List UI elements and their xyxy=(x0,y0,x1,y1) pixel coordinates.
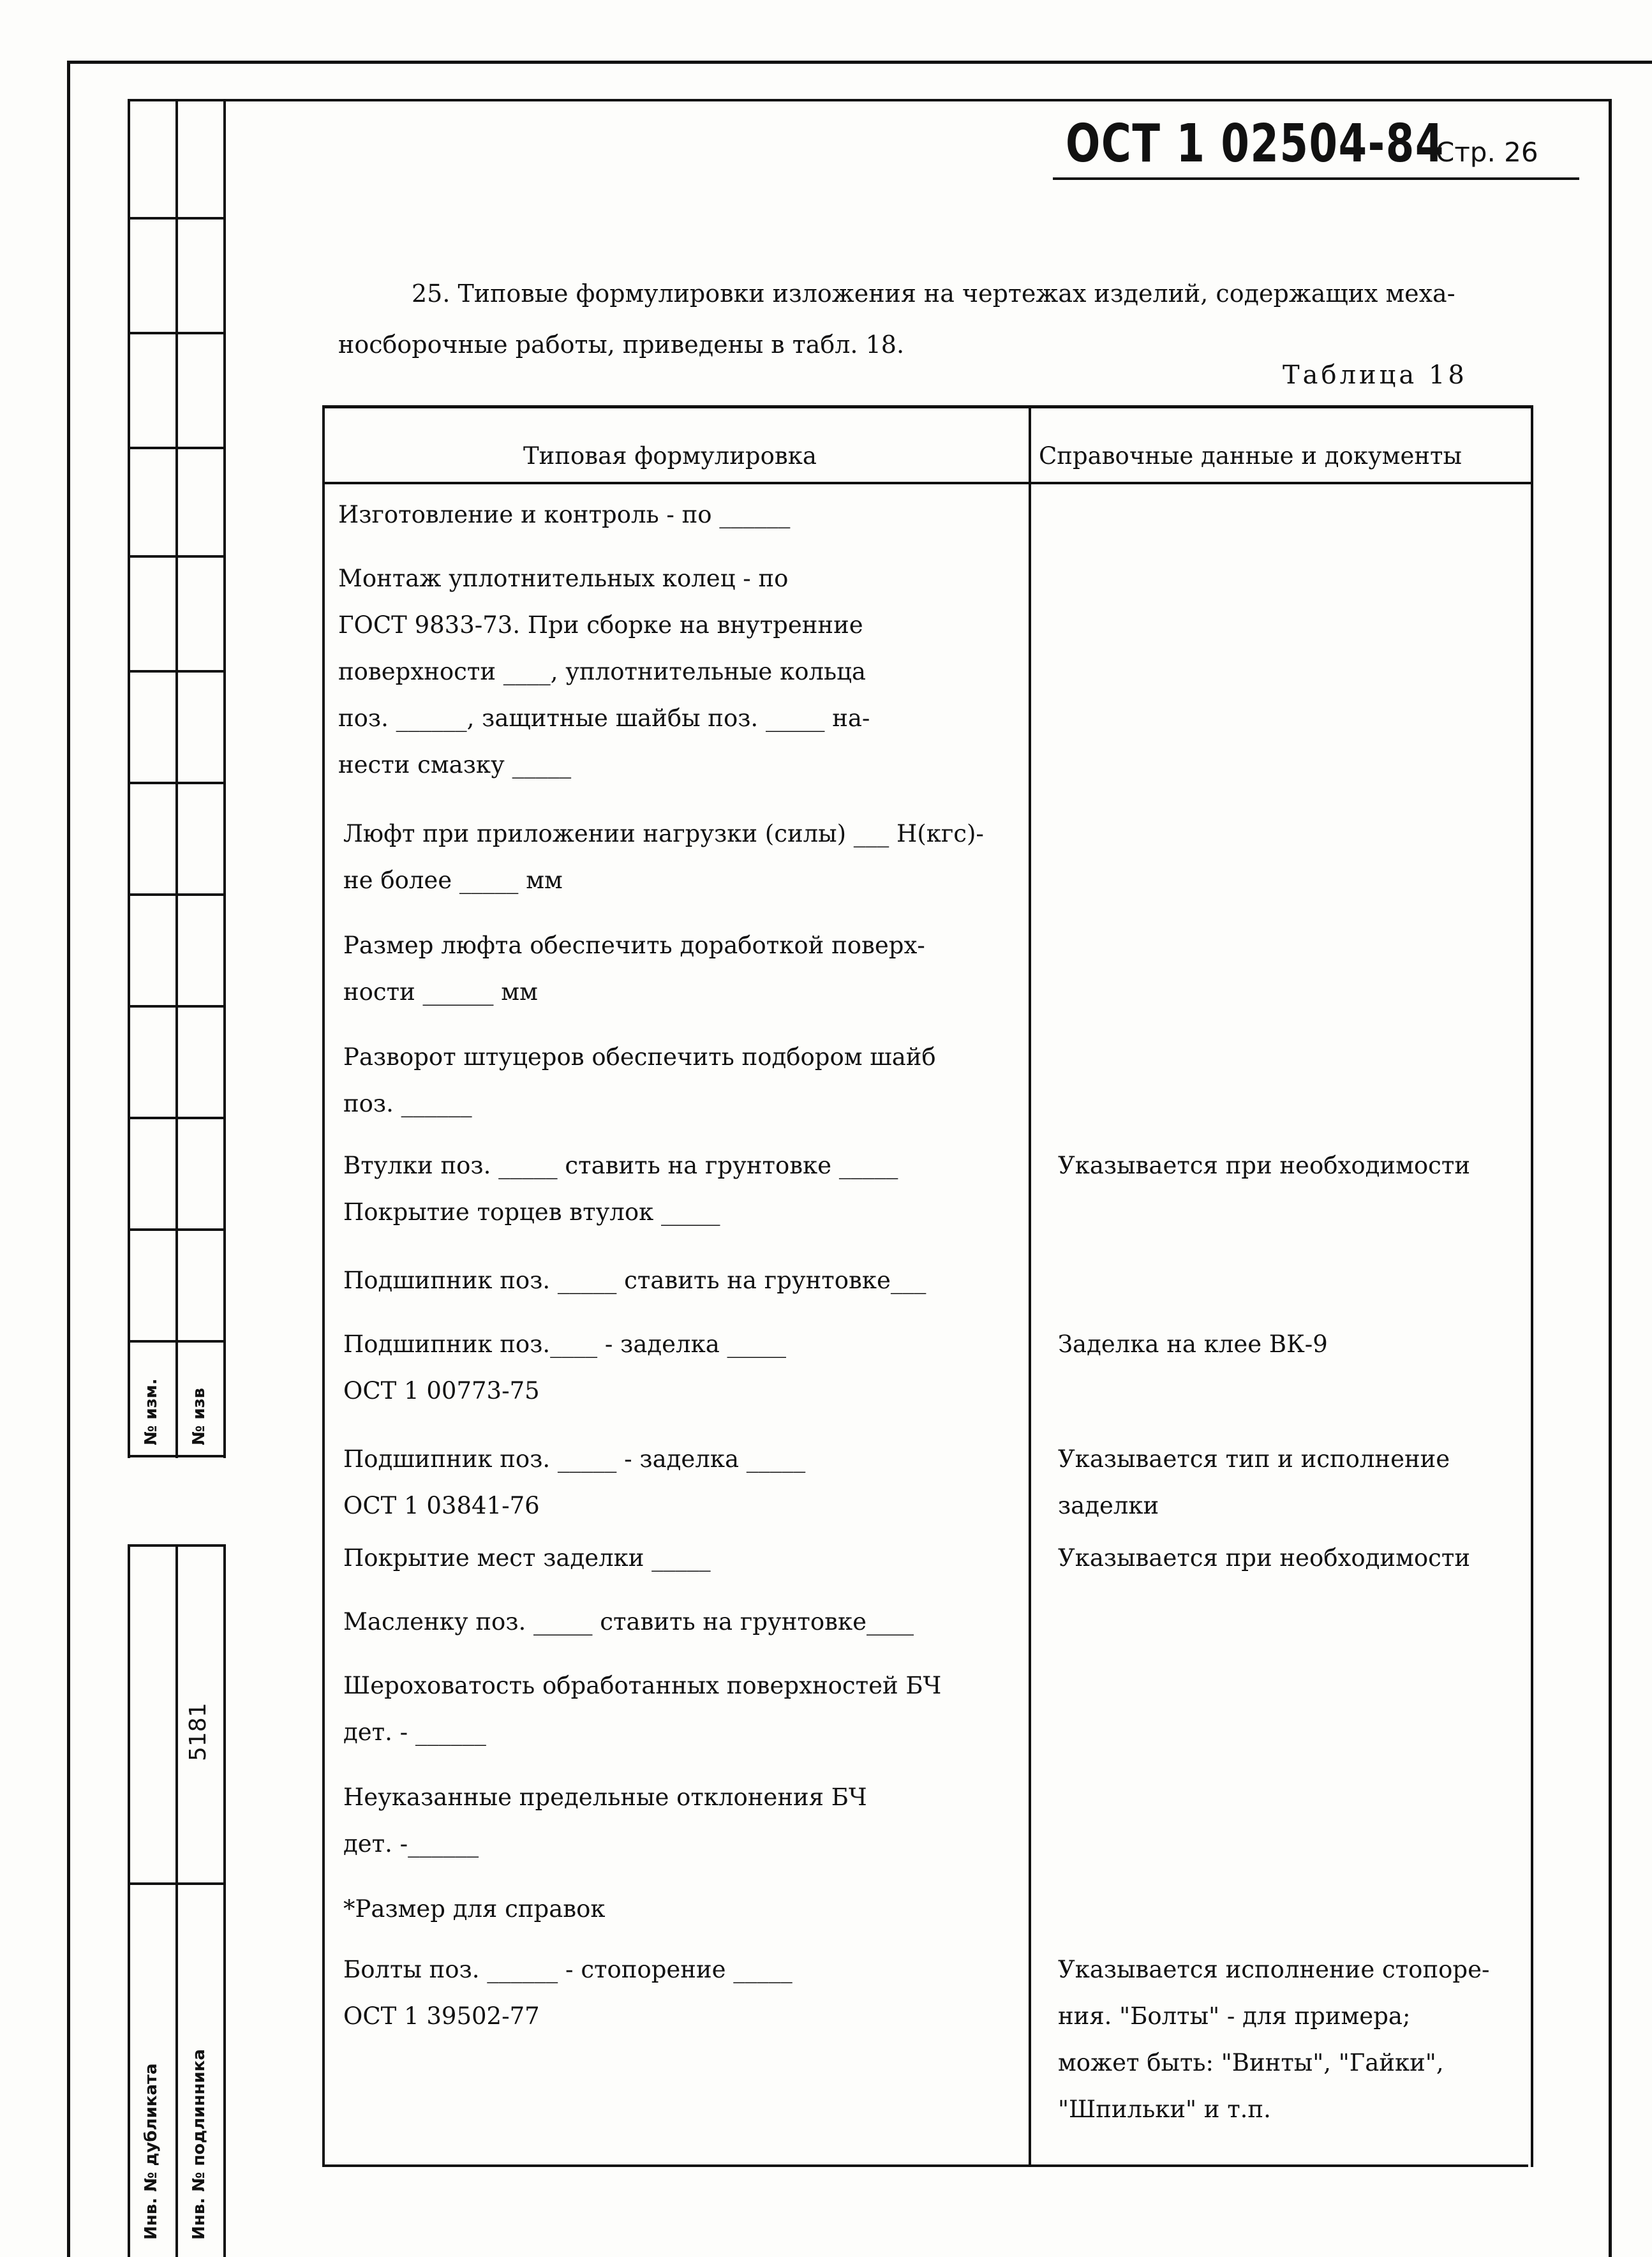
table-cell-formulation: Покрытие торцев втулок _____ xyxy=(343,1198,720,1226)
stamp-row-line xyxy=(128,555,223,558)
table-cell-formulation: Разворот штуцеров обеспечить подбором шайб xyxy=(343,1043,936,1071)
table-cell-formulation: Монтаж уплотнительных колец - по xyxy=(338,565,789,592)
table-cell-formulation: Люфт при приложении нагрузки (силы) ___ Н(кгс)- xyxy=(343,820,984,847)
table-cell-formulation: Размер люфта обеспечить доработкой поверх- xyxy=(343,932,925,959)
table-cell-reference: "Шпильки" и т.п. xyxy=(1058,2096,1271,2123)
table-cell-formulation: нести смазку _____ xyxy=(338,751,572,778)
table-cell-formulation: дет. -______ xyxy=(343,1830,479,1858)
paragraph-line-2: носборочные работы, приведены в табл. 18. xyxy=(338,331,905,359)
table-cell-formulation: не более _____ мм xyxy=(343,867,563,894)
table-cell-formulation: поз. ______, защитные шайбы поз. _____ на- xyxy=(338,704,870,732)
table-cell-formulation: *Размер для справок xyxy=(343,1895,606,1923)
stamp-row-line xyxy=(128,1340,223,1343)
frame-left-line xyxy=(67,61,70,2257)
table-cell-formulation: Неуказанные предельные отклонения БЧ xyxy=(343,1784,867,1811)
stamp-row-line xyxy=(128,332,223,334)
paragraph-line-1: 25. Типовые формулировки изложения на чертежах изделий, содержащих меха- xyxy=(412,279,1455,308)
table-cell-formulation: Шероховатость обработанных поверхностей БЧ xyxy=(343,1672,942,1699)
table-cell-formulation: ности ______ мм xyxy=(343,978,538,1006)
table-cell-formulation: поверхности ____, уплотнительные кольца xyxy=(338,658,866,685)
table-cell-formulation: ОСТ 1 00773-75 xyxy=(343,1377,540,1404)
stamp-row-line xyxy=(128,1228,223,1231)
table-cell-formulation: Втулки поз. _____ ставить на грунтовке _____ xyxy=(343,1152,898,1179)
table-label: Таблица 18 xyxy=(1283,361,1468,390)
table-cell-formulation: ГОСТ 9833-73. При сборке на внутренние xyxy=(338,611,863,639)
table-cell-reference: заделки xyxy=(1058,1492,1159,1519)
stamp-col-line-2 xyxy=(175,99,178,1458)
stamp-row-line xyxy=(128,217,223,220)
stamp-col-line-1 xyxy=(128,99,130,1458)
stamp-label-inv-podl: Инв. № подлинника xyxy=(190,2049,209,2240)
stamp-label-izv: № изв xyxy=(190,1387,209,1445)
table-right-border xyxy=(1531,405,1533,2167)
table-cell-formulation: ОСТ 1 39502-77 xyxy=(343,2002,540,2030)
table-cell-reference: Указывается при необходимости xyxy=(1058,1152,1471,1179)
stamp-row-line xyxy=(128,1455,223,1457)
table-cell-formulation: Покрытие мест заделки _____ xyxy=(343,1544,711,1572)
document-code: ОСТ 1 02504-84 xyxy=(1066,114,1445,174)
inner-frame-right xyxy=(1609,99,1612,2257)
stamp-inv-podl-number: 5181 xyxy=(185,1702,211,1761)
table-cell-reference: Заделка на клее ВК-9 xyxy=(1058,1330,1328,1358)
page-number: Стр. 26 xyxy=(1436,137,1538,168)
stamp-label-izm: № изм. xyxy=(142,1378,161,1445)
table-cell-formulation: поз. ______ xyxy=(343,1090,472,1117)
table-cell-reference: Указывается тип и исполнение xyxy=(1058,1445,1450,1473)
table-cell-formulation: ОСТ 1 03841-76 xyxy=(343,1492,540,1519)
header-underline xyxy=(1053,177,1579,180)
intro-paragraph xyxy=(338,268,1544,370)
table-col-divider xyxy=(1029,405,1031,2167)
table-cell-reference: ния. "Болты" - для примера; xyxy=(1058,2002,1411,2030)
frame-top-line xyxy=(67,61,1652,64)
table-cell-formulation: Подшипник поз. _____ ставить на грунтовке___ xyxy=(343,1267,926,1294)
table-left-border xyxy=(322,405,325,2167)
stamp-col-line-3 xyxy=(223,99,226,1458)
stamp-lower-mid xyxy=(128,1882,223,1885)
stamp-lower-col-2 xyxy=(175,1544,178,2257)
inner-frame-top xyxy=(128,99,1611,101)
stamp-row-line xyxy=(128,670,223,673)
stamp-lower-col-3 xyxy=(223,1544,226,2257)
stamp-label-inv-dubl: Инв. № дубликата xyxy=(142,2063,161,2240)
stamp-lower-col-1 xyxy=(128,1544,130,2257)
stamp-row-line xyxy=(128,782,223,784)
table-cell-reference: Указывается исполнение стопоре- xyxy=(1058,1956,1490,1983)
table-cell-formulation: Подшипник поз.____ - заделка _____ xyxy=(343,1330,787,1358)
table-bottom-border xyxy=(322,2164,1528,2167)
table-top-border xyxy=(322,405,1533,408)
stamp-row-line xyxy=(128,447,223,449)
stamp-row-line xyxy=(128,1005,223,1008)
table-cell-formulation: Подшипник поз. _____ - заделка _____ xyxy=(343,1445,806,1473)
stamp-row-line xyxy=(128,893,223,896)
table-cell-formulation: Изготовление и контроль - по ______ xyxy=(338,501,791,528)
table-header-col2: Справочные данные и документы xyxy=(1039,442,1462,470)
table-cell-formulation: Болты поз. ______ - стопорение _____ xyxy=(343,1956,793,1983)
table-cell-reference: Указывается при необходимости xyxy=(1058,1544,1471,1572)
table-cell-reference: может быть: "Винты", "Гайки", xyxy=(1058,2049,1444,2076)
table-cell-formulation: дет. - ______ xyxy=(343,1718,486,1746)
stamp-row-line xyxy=(128,1117,223,1119)
table-cell-formulation: Масленку поз. _____ ставить на грунтовке____ xyxy=(343,1608,914,1635)
table-header-col1: Типовая формулировка xyxy=(523,442,817,470)
